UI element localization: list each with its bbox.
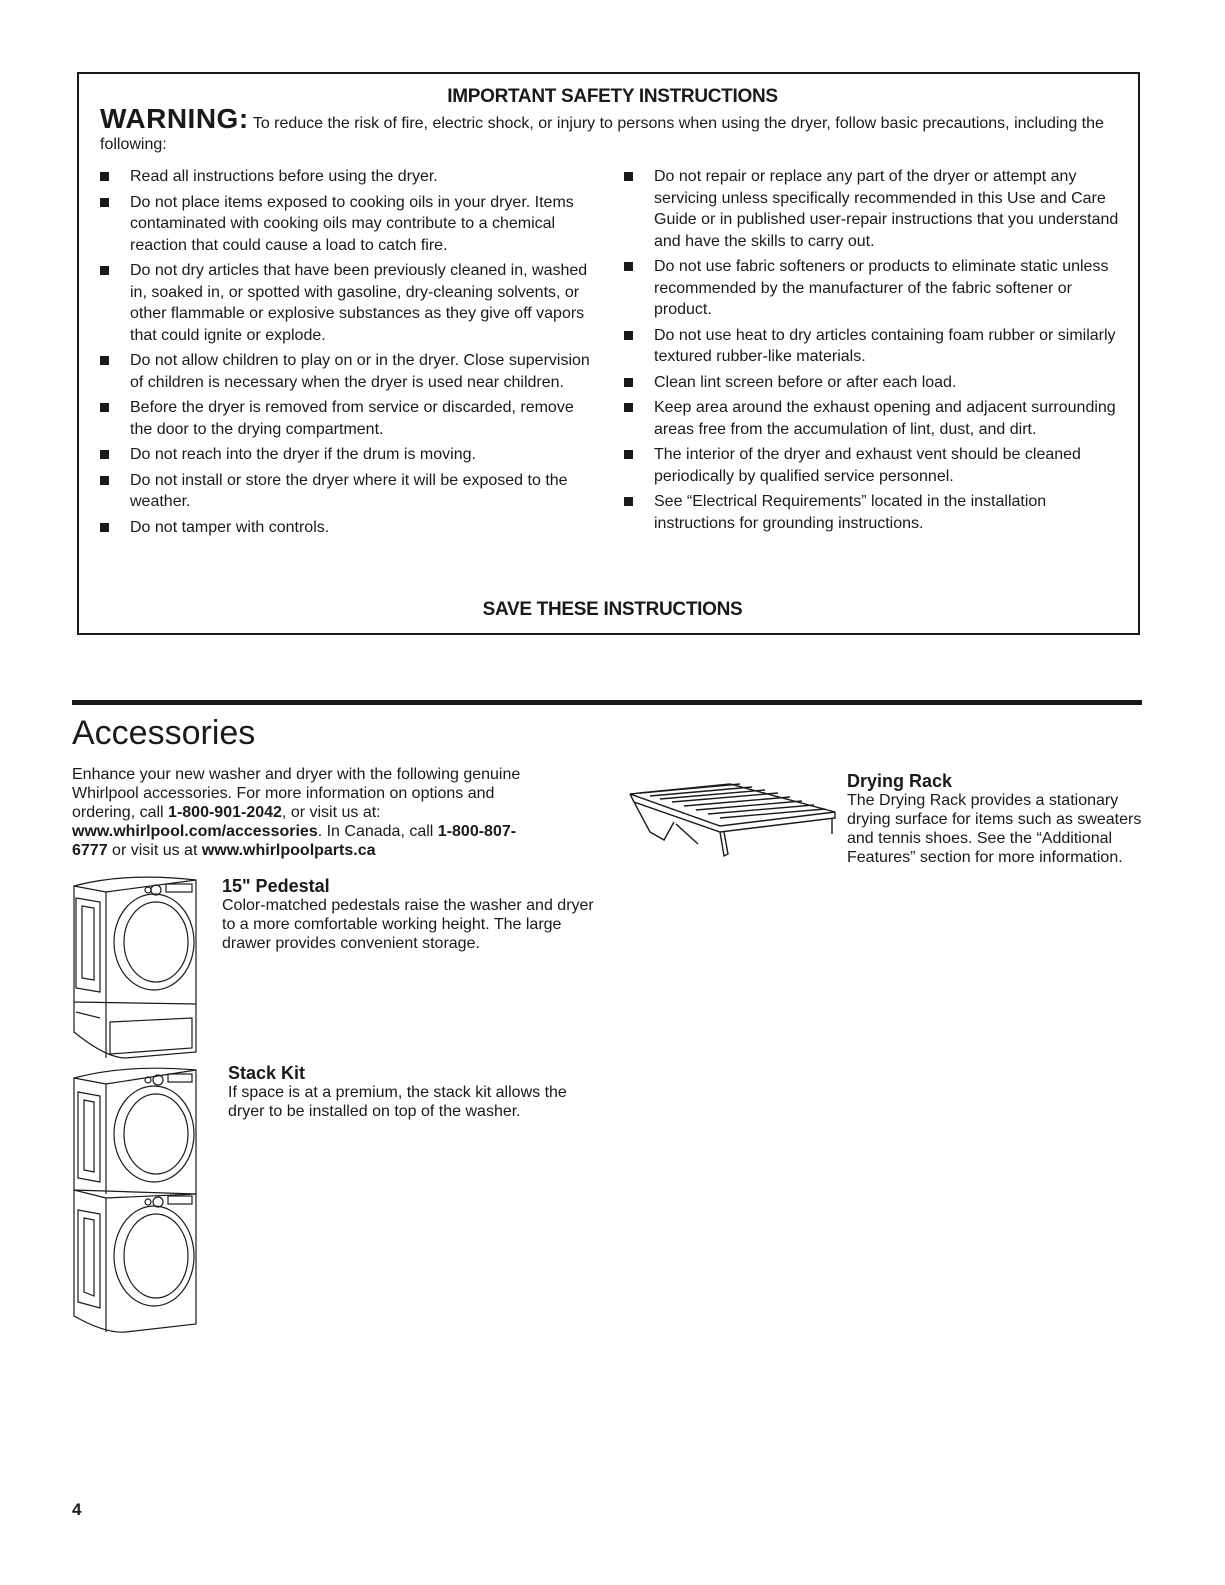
accessories-heading: Accessories bbox=[72, 714, 256, 752]
drying-rack-item bbox=[847, 771, 1147, 867]
safety-bullet-item: Do not tamper with controls. bbox=[100, 517, 600, 539]
safety-bullet-item: Do not allow children to play on or in the dryer. Close supervision of children is necessary when the dryer is used near children. bbox=[100, 350, 600, 393]
pedestal-item bbox=[222, 876, 602, 953]
safety-bullet-item: Clean lint screen before or after each load. bbox=[624, 372, 1124, 394]
safety-bullet-item: Do not reach into the dryer if the drum is moving. bbox=[100, 444, 600, 466]
drying-rack-description: The Drying Rack provides a stationary drying surface for items such as sweaters and tennis shoes. See the “Additional Features” section for more information. bbox=[847, 792, 1142, 866]
warning-statement bbox=[100, 103, 1130, 155]
save-instructions-title: SAVE THESE INSTRUCTIONS bbox=[482, 599, 743, 620]
phone-canada: 1-800-807-6777 bbox=[72, 823, 517, 859]
pedestal-description: Color-matched pedestals raise the washer and dryer to a more comfortable working height. The large drawer provides convenient storage. bbox=[222, 897, 594, 952]
url-canada-link[interactable]: www.whirlpoolparts.ca bbox=[201, 842, 376, 859]
warning-word: WARNING: bbox=[100, 103, 249, 134]
stack-kit-title: Stack Kit bbox=[228, 1063, 306, 1083]
url-us-link[interactable]: www.whirlpool.com/accessories bbox=[72, 823, 318, 840]
intro-text: Enhance your new washer and dryer with the following genuine Whirlpool accessories. For more information on options and ordering, call bbox=[72, 766, 521, 821]
safety-bullet-item: Do not use heat to dry articles containing foam rubber or similarly textured rubber-like materials. bbox=[624, 325, 1124, 368]
safety-bullet-item: Read all instructions before using the dryer. bbox=[100, 166, 600, 188]
safety-bullet-item: Keep area around the exhaust opening and adjacent surrounding areas free from the accumulation of lint, dust, and dirt. bbox=[624, 397, 1124, 440]
safety-bullet-item: Do not repair or replace any part of the dryer or attempt any servicing unless specifically recommended in this Use and Care Guide or in published user-repair instructions that you understand and have the skills to carry out. bbox=[624, 166, 1124, 252]
drying-rack-illustration bbox=[620, 772, 845, 864]
safety-bullet-item: Do not dry articles that have been previously cleaned in, washed in, soaked in, or spotted with gasoline, dry-cleaning solvents, or other flammable or explosive substances as they give off vapors that could ignite or explode. bbox=[100, 260, 600, 346]
intro-text: . In Canada, call bbox=[317, 823, 438, 840]
safety-title: IMPORTANT SAFETY INSTRUCTIONS bbox=[447, 86, 778, 107]
safety-list-left bbox=[100, 166, 600, 542]
stack-kit-illustration bbox=[66, 1064, 206, 1334]
safety-bullet-item: See “Electrical Requirements” located in the installation instructions for grounding instructions. bbox=[624, 491, 1124, 534]
safety-bullet-item: Before the dryer is removed from service or discarded, remove the door to the drying compartment. bbox=[100, 397, 600, 440]
warning-text: To reduce the risk of fire, electric shock, or injury to persons when using the dryer, follow basic precautions, including the following: bbox=[100, 115, 1104, 153]
safety-bullet-item: Do not install or store the dryer where it will be exposed to the weather. bbox=[100, 470, 600, 513]
intro-text: , or visit us at: bbox=[281, 804, 381, 821]
section-divider bbox=[72, 700, 1142, 705]
stack-kit-item bbox=[228, 1063, 588, 1121]
safety-bullet-item: The interior of the dryer and exhaust vent should be cleaned periodically by qualified service personnel. bbox=[624, 444, 1124, 487]
page-number: 4 bbox=[72, 1500, 82, 1519]
stack-kit-description: If space is at a premium, the stack kit allows the dryer to be installed on top of the washer. bbox=[228, 1084, 567, 1120]
safety-bullet-item: Do not place items exposed to cooking oils in your dryer. Items contaminated with cooking oils may contribute to a chemical reaction that could cause a load to catch fire. bbox=[100, 192, 600, 257]
accessories-intro bbox=[72, 765, 542, 860]
phone-us: 1-800-901-2042 bbox=[168, 804, 282, 821]
safety-bullet-item: Do not use fabric softeners or products to eliminate static unless recommended by the manufacturer of the fabric softener or product. bbox=[624, 256, 1124, 321]
pedestal-illustration bbox=[66, 872, 206, 1062]
drying-rack-title: Drying Rack bbox=[847, 771, 953, 791]
safety-list-right bbox=[624, 166, 1124, 538]
intro-text: or visit us at bbox=[107, 842, 202, 859]
pedestal-title: 15" Pedestal bbox=[222, 876, 330, 896]
